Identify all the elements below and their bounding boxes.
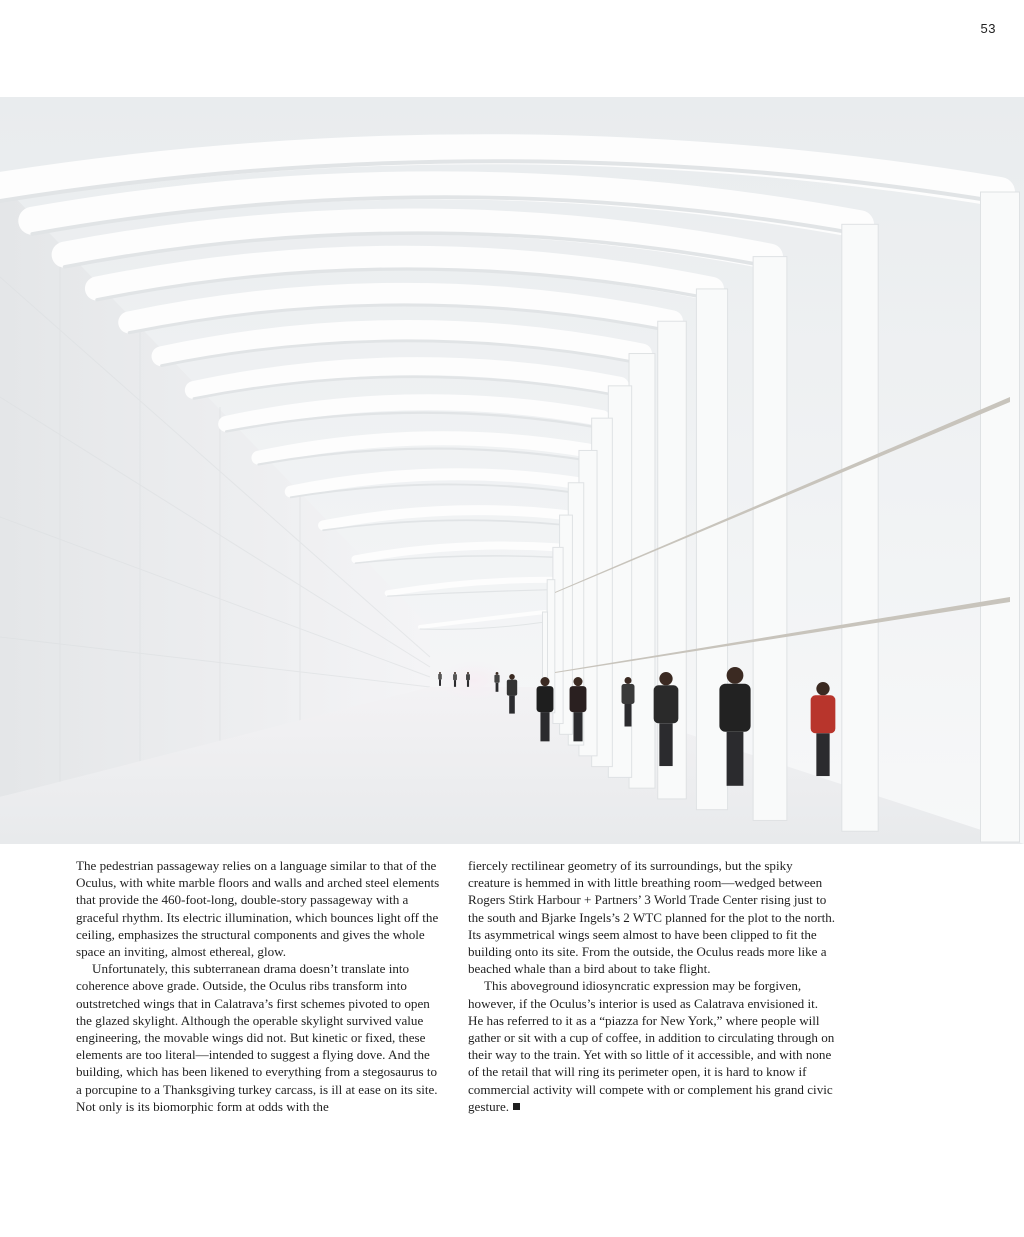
article-right-column <box>468 857 836 1115</box>
paragraph-text: This aboveground idiosyncratic expression may be forgiven, however, if the Oculus’s interior is used as Calatrava envisioned it. He has referred to it as a “piazza for New York,” where people will gather or sit with a cup of coffee, in addition to circulating through on their way to the train. Yet with so little of it accessible, and with none of the retail that will ring its perimeter open, it is hard to know if commercial activity will compete with or complement his grand civic gesture. <box>468 978 835 1114</box>
paragraph <box>468 977 836 1115</box>
article-body <box>76 857 836 1115</box>
column <box>981 192 1020 842</box>
paragraph: fiercely rectilinear geometry of its surroundings, but the spiky creature is hemmed in with little breathing room—wedged between Rogers Stirk Harbour + Partners’ 3 World Trade Center rising just to the south and Bjarke Ingels’s 2 WTC planned for the plot to the north. Its asymmetrical wings seem almost to have been clipped to fit the building onto its site. From the outside, the Oculus reads more like a beached whale than a bird about to take flight. <box>468 858 836 977</box>
column <box>629 354 655 789</box>
article-left-column <box>76 857 444 1115</box>
paragraph: The pedestrian passageway relies on a language similar to that of the Oculus, with white marble floors and walls and arched steel elements that provide the 460-foot-long, double-story passageway with a graceful rhythm. Its electric illumination, which bounces light off the ceiling, emphasizes the structural components and gives the whole space an inviting, almost ethereal, glow. <box>76 858 440 960</box>
column <box>696 289 727 810</box>
column <box>753 257 787 821</box>
column <box>842 224 878 831</box>
page-number: 53 <box>980 21 996 36</box>
passageway-photo <box>0 97 1024 844</box>
end-mark-icon <box>513 1103 520 1110</box>
paragraph: Unfortunately, this subterranean drama doesn’t translate into coherence above grade. Outside, the Oculus ribs transform into outstretched wings that in Calatrava’s first schemes pivoted to open the glazed skylight. Although the operable skylight survived value engineering, the movable wings did not. But kinetic or fixed, these elements are too literal—intended to suggest a flying dove. And the building, which has been likened to everything from a stegosaurus to a porcupine to a Thanksgiving turkey carcass, is ill at ease on its site. Not only is its biomorphic form at odds with the <box>76 961 438 1114</box>
